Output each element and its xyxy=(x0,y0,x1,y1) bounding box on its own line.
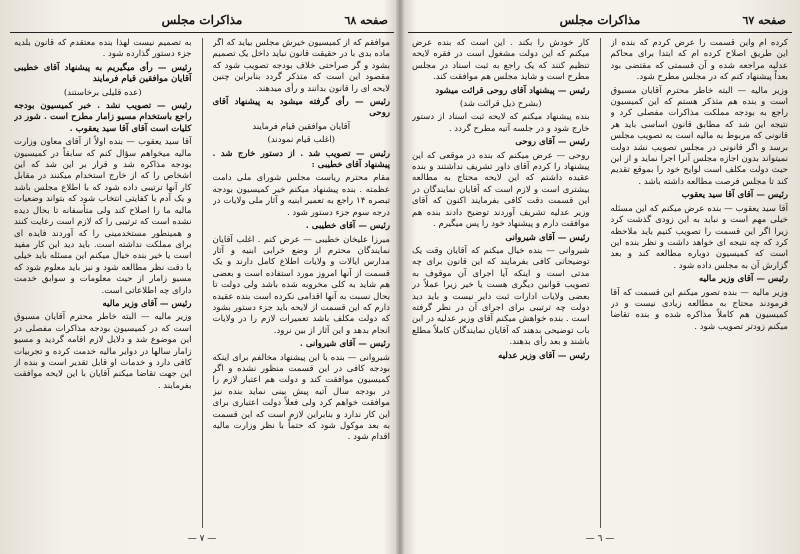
speaker-paragraph: رئیس — آقای شیروانی xyxy=(505,232,590,243)
text-paragraph: موافقم که از کمیسیون خیرش مجلس بیاید که اگر ماده بدی با در حقیقت قانون نباید داخل یک تصمیم بشود و گر صراحتی خلاف بودجه تصویب شود که مقصود این است که متذکر گردد بنابراین چنین لایحه ای را قانون بدانند و رأی میدهند. xyxy=(212,38,390,94)
left-page xyxy=(10,10,394,546)
left-columns xyxy=(14,38,390,528)
speaker-paragraph: رئیس — آقای شیروانی . xyxy=(299,339,390,350)
speaker-paragraph: رئیس — آقای وزیر مالیه xyxy=(102,298,192,309)
text-paragraph: میرزا علیخان خطیبی — عرض کنم . اغلب آقایان نمایندگان محترم از وضع خرابی ابنیه و آثار مدارس ایالات و ولایات اطلاع کامل دارند و یک قسمت از آنها امروز مورد استفاده است و بعضی هم شاید به کلی مخروبه شده باشد ولی دولت تا بحال نسبت به آنها اقدامی نکرده است بنده عقیده دارم که این قسمت از لایحه باید جزء دستور بشود که دولت مکلف باشد تعمیرات لازم را در ولایات انجام بدهد و این آثار از بین نرود. xyxy=(212,234,390,336)
text-paragraph: آقا سید یعقوب — بنده عرض میکنم که این مسئله خیلی مهم است و نباید به این زودی گذشت کرد زیرا اگر این قسمت را تصویب کنیم باید ملاحظه کرد که چه نتیجه ای خواهد داشت و نظر بنده این است که کمیسیون دوباره مطالعه کند و بعد گزارش آن به مجلس داده شود . xyxy=(610,203,788,271)
speaker-paragraph: رئیس — رأی گرفته میشود به پیشنهاد آقای روحی xyxy=(212,97,390,119)
column-divider xyxy=(202,38,203,528)
text-paragraph: (اغلب قیام نمودند) xyxy=(267,135,335,146)
left-page-header xyxy=(10,10,394,33)
text-paragraph: آقایان موافقین قیام فرمایند xyxy=(252,121,351,132)
right-column-b xyxy=(412,38,590,528)
speaker-paragraph: رئیس — تصویب شد . از دستور خارج شد . پیشنهاد آقای خطیبی : xyxy=(212,148,390,171)
text-paragraph: (عده قلیلی برخاستند) xyxy=(63,87,142,98)
text-paragraph: کرده ام واین قسمت را عرض کردم که بنده از این طریق اصلاح کرده ام که ابتدا برای محاکم عدلیه مراجعه شده و آن قسمتی که مقتضی بود بعداً پیشنهاد کنم که در مجلس مطرح شود. xyxy=(610,38,788,83)
book-gutter xyxy=(396,0,404,554)
speaker-paragraph: رئیس — پیشنهاد آقای روحی قرائت میشود xyxy=(435,85,590,96)
text-paragraph: (بشرح ذیل قرائت شد) xyxy=(459,99,542,110)
column-divider xyxy=(600,38,601,528)
text-paragraph: روحی — عرض میکنم که بنده در موقعی که این پیشنهاد را کردم آقای داور تشریف نداشتند و بنده عقیده داشتم که این لایحه محتاج به مطالعه بیشتری است و لازم است که آقایان نمایندگان در این قسمت دقت کافی بفرمایند اکنون که آقای وزیر عدلیه تشریف آوردند توضیح دادند بنده هم موافقت دارم و پیشنهاد خود را پس میگیرم . xyxy=(412,150,590,230)
left-page-footer: — ٧ — xyxy=(187,534,217,544)
right-running-title: مذاکرات مجلس xyxy=(559,13,641,27)
text-paragraph: وزیر مالیه — البته خاطر محترم آقایان مسبوق است که در کمیسیون بودجه مذاکرات مفصلی در این موضوع شد و دلایل لازم اقامه گردید و مسیو زامار سالها در دوایر مالیه خدمت کرده و تجربیات کافی دارد و خدمات او قابل تقدیر است و بنده از این جهت تقاضا میکنم آقایان با این لایحه موافقت بفرمایند . xyxy=(14,312,192,391)
text-paragraph: شیروانی — بنده با این پیشنهاد مخالفم برای اینکه بودجه کافی در این قسمت منظور نشده و اگر کمیسیون موافقت کند و دولت هم اعتبار لازم را در بودجه سال آتیه پیش بینی نماید بنده نیز موافقت خواهم کرد ولی فعلاً دولت اعتباری برای این کار ندارد و بنابراین لازم است که این قسمت به بعد موکول شود که حتماً با نظر وزارت مالیه اقدام شود . xyxy=(212,352,390,443)
text-paragraph: کار خودش را بکند . این است که بنده عرض میکنم که این دولت مشغول است در فقره لایحه تنظیم کنند که یک راجع به ثبت اسناد در مجلس مطرح است و شاید مجلس هم موافقت کند. xyxy=(412,38,590,83)
right-page xyxy=(408,10,792,546)
right-page-header xyxy=(408,10,792,33)
left-page-number: صفحه ٦٨ xyxy=(344,14,388,27)
speaker-paragraph: رئیس — آقای آقا سید یعقوب xyxy=(681,190,788,201)
right-page-footer: — ٦ — xyxy=(585,534,615,544)
text-paragraph: شیروانی — بنده خیال میکنم که آقایان وقت یک توضیحاتی کافی بفرمایند که این قانون برای چه مدتی است و اینکه آیا اجرای آن موقوف به تصویب قوانین دیگری هست یا خیر زیرا عملاً در بعضی ولایات ادارات ثبت دایر نیست و باید دید دولت چه ترتیبی برای اجرای آن در نظر گرفته است . بنده خواهش میکنم آقای وزیر عدلیه در این باب توضیحی بدهند که آقایان نمایندگان کاملاً مطلع باشند و بعد رأی بدهند. xyxy=(412,245,590,348)
text-paragraph: وزیر مالیه — البته خاطر محترم آقایان مسبوق است و بنده هم متذکر هستم که این کمیسیون راجع به بودجه مملکت مذاکرات مفصلی کرد و نتیجه این شد که مطابق قانون اساسی باید هر قانونی که مربوط به مالیه است به تصویب مجلس برسد و اگر قانونی در مجلس تصویب نشد دولت نمیتواند بدون اجازه مجلس آنرا اجرا نماید و از این حیث دولت مکلف است لوایح خود را بموقع تقدیم کند تا مجلس فرصت مطالعه داشته باشد . xyxy=(610,85,788,187)
left-column-a xyxy=(213,38,391,528)
speaker-paragraph: رئیس — تصویب نشد . خبر کمیسیون بودجه راجع باستخدام مسیو زامار مطرح است . شور در کلیات است آقای آقا سید یعقوب . xyxy=(14,101,192,134)
left-column-b xyxy=(14,38,192,528)
right-page-number: صفحه ٦٧ xyxy=(742,14,786,27)
right-columns xyxy=(412,38,788,528)
speaker-paragraph: رئیس — آقای خطیبی . xyxy=(305,221,390,232)
right-column-a xyxy=(611,38,789,528)
speaker-paragraph: رئیس — آقای وزیر عدلیه xyxy=(498,350,590,361)
text-paragraph: آقا سید یعقوب — بنده اولاً از آقای معاون وزارت مالیه میخواهم سؤال کنم که سابقاً در کمیسیون بودجه مذاکره شد و قرار بر این شد که این اشخاص را که از خارج استخدام میکنند در مقابل کار آنها ترتیبی داده شود که با اطلاع مجلس باشد و یک آدم با کفایتی انتخاب شود که بتواند وضعیات مالیه ما را اصلاح کند ولی متأسفانه تا بحال دیده نشده است که ترتیبی را که لازم است رعایت کنند و همینطور مستخدمینی را که آوردند فایده ای برای مملکت نداشته است. باید دید این کار مفید است یا خیر بنده خیال میکنم این مسئله باید خیلی با دقت نظر مطالعه شود و نیز باید معلوم شود که مسیو زامار از حیث معلومات و سوابق خدمت دارای چه اطلاعاتی است. xyxy=(14,137,192,296)
left-running-title: مذاکرات مجلس xyxy=(161,13,243,27)
speaker-paragraph: رئیس — آقای وزیر مالیه xyxy=(699,274,788,285)
speaker-paragraph: رئیس — رأی میگیریم به پیشنهاد آقای خطیبی آقایان موافقین قیام فرمایند xyxy=(14,62,192,85)
text-paragraph: به تصمیم نیست لهذا بنده معتقدم که قانون بلدیه جزء دستور گذارده شود . xyxy=(14,38,192,60)
speaker-paragraph: رئیس — آقای روحی xyxy=(515,137,590,148)
text-paragraph: وزیر مالیه — بنده تصور میکنم این قسمت که آقا فرمودند محتاج به مطالعه زیادی نیست و در کمیسیون هم کاملاً مذاکره شده و بنده تقاضا میکنم زودتر تصویب شود . xyxy=(610,287,788,332)
text-paragraph: مقام محترم ریاست مجلس شورای ملی دامت عظمته . بنده پیشنهاد میکنم خیر کمیسیون بودجه تبصره ۱۴ راجع به تعمیر ابنیه و آثار ملی ولایات در درجه سوم جزء دستور شود . xyxy=(212,173,390,218)
text-paragraph: بنده پیشنهاد میکنم که لایحه ثبت اسناد از دستور خارج شود و در جلسه آتیه مطرح گردد . xyxy=(412,112,590,134)
